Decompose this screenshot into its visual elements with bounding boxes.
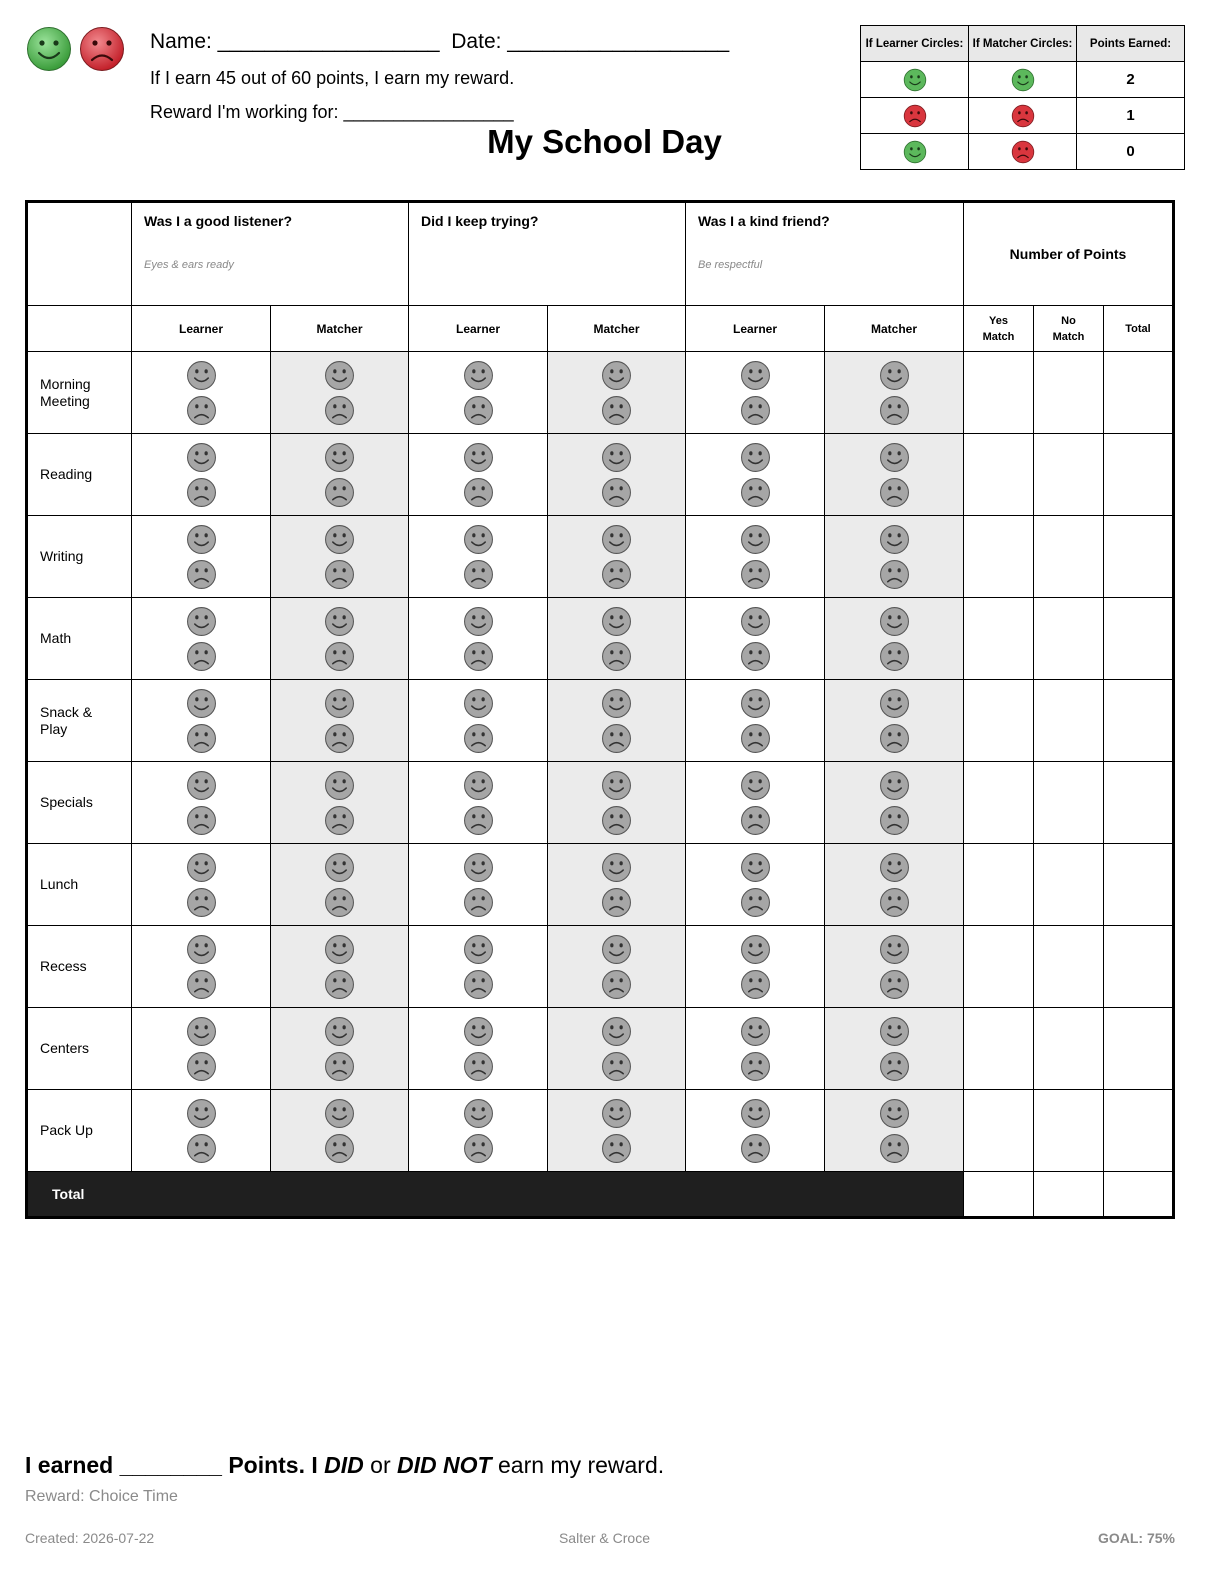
frown-face-icon[interactable] [601,477,632,508]
frown-face-icon[interactable] [463,395,494,426]
behavior-chart [25,200,1175,1219]
total-cell[interactable] [1104,1090,1174,1172]
smile-face-icon [1011,68,1035,92]
legend-matcher-cell [969,62,1077,98]
total-cell[interactable] [1104,598,1174,680]
smile-face-icon[interactable] [186,688,217,719]
matcher-header: Matcher [825,306,964,352]
frown-face-icon[interactable] [324,641,355,672]
smile-face-icon[interactable] [463,1098,494,1129]
frown-face-icon[interactable] [601,1051,632,1082]
smile-face-icon[interactable] [740,852,771,883]
matcher-rating-cell [825,434,964,516]
no-match-cell[interactable] [1034,434,1104,516]
frown-face-icon[interactable] [324,559,355,590]
period-label: Morning Meeting [27,352,132,434]
period-row [27,762,1174,844]
no-match-cell[interactable] [1034,516,1104,598]
frown-face-icon [1011,104,1035,128]
no-match-cell[interactable] [1034,926,1104,1008]
frown-face-icon[interactable] [186,477,217,508]
frown-face-icon[interactable] [324,887,355,918]
frown-face-icon[interactable] [879,723,910,754]
period-row [27,1090,1174,1172]
legend-learner-cell [861,134,969,170]
yes-match-cell[interactable] [964,1090,1034,1172]
frown-face-icon[interactable] [463,887,494,918]
matcher-rating-cell [271,680,409,762]
frown-face-icon[interactable] [324,805,355,836]
smile-face-icon[interactable] [879,852,910,883]
smile-face-icon[interactable] [324,1098,355,1129]
frown-face-icon[interactable] [879,1051,910,1082]
matcher-rating-cell [271,844,409,926]
smile-face-icon[interactable] [324,934,355,965]
legend-learner-cell [861,98,969,134]
matcher-rating-cell [271,1008,409,1090]
earned-statement: I earned ________ Points. I DID or DID NOT earn my reward. [25,1452,665,1478]
smile-face-icon[interactable] [186,606,217,637]
question-subtitle: Eyes & ears ready [144,259,234,271]
smile-face-icon[interactable] [879,934,910,965]
matcher-rating-cell [825,926,964,1008]
learner-rating-cell [686,1008,825,1090]
learner-rating-cell [409,352,548,434]
smile-face-icon[interactable] [740,934,771,965]
frown-face-icon[interactable] [463,559,494,590]
smile-face-icon[interactable] [879,442,910,473]
matcher-rating-cell [548,516,686,598]
smile-face-icon[interactable] [879,524,910,555]
smile-face-icon[interactable] [324,688,355,719]
smile-face-icon[interactable] [324,1016,355,1047]
frown-face-icon[interactable] [186,887,217,918]
frown-face-icon[interactable] [879,805,910,836]
frown-face-icon[interactable] [740,969,771,1000]
frown-face-icon [903,104,927,128]
frown-face-icon[interactable] [324,969,355,1000]
matcher-rating-cell [825,1090,964,1172]
number-of-points-header: Number of Points [964,202,1174,306]
no-match-cell[interactable] [1034,598,1104,680]
frown-face-icon[interactable] [601,887,632,918]
frown-face-icon[interactable] [879,1133,910,1164]
frown-face-icon[interactable] [601,559,632,590]
frown-face-icon[interactable] [601,395,632,426]
question-title: Was I a good listener? [144,213,293,229]
matcher-header: Matcher [548,306,686,352]
smile-face-icon[interactable] [463,1016,494,1047]
learner-rating-cell [686,434,825,516]
frown-face-icon[interactable] [879,641,910,672]
frown-face-icon[interactable] [740,395,771,426]
smile-face-icon[interactable] [879,360,910,391]
learner-rating-cell [409,680,548,762]
smile-face-icon[interactable] [186,770,217,801]
learner-rating-cell [132,1090,271,1172]
frown-face-icon[interactable] [186,805,217,836]
did-not-option[interactable]: DID NOT [397,1452,492,1478]
frown-face-icon [1011,140,1035,164]
smile-face-icon[interactable] [740,688,771,719]
total-yes-match-cell[interactable] [964,1172,1034,1218]
learner-rating-cell [686,516,825,598]
matcher-rating-cell [548,762,686,844]
smile-face-icon[interactable] [463,606,494,637]
period-row [27,352,1174,434]
learner-header: Learner [409,306,548,352]
green-smile-icon [26,26,72,72]
matcher-rating-cell [825,598,964,680]
matcher-rating-cell [548,598,686,680]
smile-face-icon[interactable] [463,360,494,391]
smile-face-icon[interactable] [324,606,355,637]
matcher-rating-cell [825,844,964,926]
smile-face-icon[interactable] [324,360,355,391]
frown-face-icon[interactable] [601,723,632,754]
learner-rating-cell [686,352,825,434]
matcher-rating-cell [271,762,409,844]
learner-rating-cell [409,844,548,926]
matcher-rating-cell [271,926,409,1008]
total-cell[interactable] [1104,926,1174,1008]
learner-rating-cell [409,1090,548,1172]
smile-face-icon[interactable] [740,606,771,637]
smile-face-icon[interactable] [324,852,355,883]
matcher-header: Matcher [271,306,409,352]
frown-face-icon[interactable] [324,1133,355,1164]
smile-face-icon [903,68,927,92]
legend-points: 2 [1077,62,1185,98]
smile-face-icon[interactable] [186,934,217,965]
smile-face-icon[interactable] [740,442,771,473]
frown-face-icon[interactable] [324,723,355,754]
smile-face-icon[interactable] [601,1098,632,1129]
frown-face-icon[interactable] [463,969,494,1000]
period-label: Lunch [27,844,132,926]
frown-face-icon[interactable] [601,805,632,836]
smile-face-icon[interactable] [879,606,910,637]
smile-face-icon[interactable] [186,1098,217,1129]
matcher-rating-cell [825,762,964,844]
legend-points: 1 [1077,98,1185,134]
period-row [27,434,1174,516]
learner-rating-cell [132,762,271,844]
total-cell[interactable] [1104,762,1174,844]
smile-face-icon[interactable] [324,442,355,473]
yes-match-cell[interactable] [964,844,1034,926]
learner-rating-cell [686,926,825,1008]
yes-match-cell[interactable] [964,926,1034,1008]
smile-face-icon [903,140,927,164]
learner-rating-cell [132,680,271,762]
period-row [27,598,1174,680]
legend-row [861,62,1185,98]
frown-face-icon[interactable] [463,641,494,672]
matcher-rating-cell [548,680,686,762]
page-title: My School Day [487,123,722,160]
smile-face-icon[interactable] [601,360,632,391]
matcher-rating-cell [271,516,409,598]
legend-learner-cell [861,62,969,98]
frown-face-icon[interactable] [186,1133,217,1164]
goal-line: If I earn 45 out of 60 points, I earn my reward. [150,68,515,88]
matcher-rating-cell [548,352,686,434]
learner-rating-cell [132,926,271,1008]
smile-face-icon[interactable] [463,934,494,965]
period-row [27,926,1174,1008]
name-date-line [150,30,729,54]
smile-face-icon[interactable] [186,1016,217,1047]
learner-rating-cell [409,762,548,844]
total-cell[interactable] [1104,516,1174,598]
frown-face-icon[interactable] [601,1133,632,1164]
smile-face-icon[interactable] [601,852,632,883]
matcher-rating-cell [548,1090,686,1172]
learner-rating-cell [409,1008,548,1090]
smile-face-icon[interactable] [463,770,494,801]
smile-face-icon[interactable] [740,524,771,555]
period-label: Snack & Play [27,680,132,762]
smile-face-icon[interactable] [601,770,632,801]
smile-face-icon[interactable] [601,524,632,555]
frown-face-icon[interactable] [879,395,910,426]
matcher-rating-cell [825,680,964,762]
frown-face-icon[interactable] [740,477,771,508]
frown-face-icon[interactable] [740,1133,771,1164]
matcher-rating-cell [548,434,686,516]
no-match-cell[interactable] [1034,762,1104,844]
total-no-match-cell[interactable] [1034,1172,1104,1218]
question-title: Was I a kind friend? [698,213,830,229]
smile-face-icon[interactable] [601,934,632,965]
learner-rating-cell [686,1090,825,1172]
frown-face-icon[interactable] [879,969,910,1000]
question-subtitle: Be respectful [698,259,763,271]
yes-match-cell[interactable] [964,1008,1034,1090]
yes-match-header: Yes Match [964,306,1034,352]
smile-face-icon[interactable] [324,524,355,555]
learner-rating-cell [686,762,825,844]
smile-face-icon[interactable] [601,442,632,473]
yes-match-cell[interactable] [964,680,1034,762]
frown-face-icon[interactable] [324,1051,355,1082]
did-option[interactable]: DID [324,1452,364,1478]
frown-face-icon[interactable] [601,641,632,672]
matcher-rating-cell [825,1008,964,1090]
smile-face-icon[interactable] [740,770,771,801]
corner-cell [27,306,132,352]
authors: Salter & Croce [558,1530,651,1546]
frown-face-icon[interactable] [740,559,771,590]
yes-match-cell[interactable] [964,598,1034,680]
frown-face-icon[interactable] [601,969,632,1000]
period-label: Recess [27,926,132,1008]
learner-rating-cell [409,434,548,516]
legend-header-learner: If Learner Circles: [861,26,969,62]
no-match-header: No Match [1034,306,1104,352]
smile-face-icon[interactable] [879,770,910,801]
learner-rating-cell [409,598,548,680]
yes-match-cell[interactable] [964,762,1034,844]
frown-face-icon[interactable] [879,477,910,508]
corner-cell [27,202,132,306]
frown-face-icon[interactable] [740,887,771,918]
total-label: Total [27,1172,964,1218]
learner-rating-cell [686,598,825,680]
points-legend [860,25,1185,170]
red-frown-icon [79,26,125,72]
reward-note: Reward: Choice Time [25,1488,178,1505]
learner-rating-cell [686,844,825,926]
matcher-rating-cell [271,434,409,516]
yes-match-cell[interactable] [964,516,1034,598]
frown-face-icon[interactable] [740,723,771,754]
reward-line[interactable]: Reward I'm working for: _________________ [150,102,514,122]
question-title: Did I keep trying? [421,213,539,229]
legend-header-points: Points Earned: [1077,26,1185,62]
frown-face-icon[interactable] [879,559,910,590]
no-match-cell[interactable] [1034,680,1104,762]
total-points-cell[interactable] [1104,1172,1174,1218]
period-label: Reading [27,434,132,516]
frown-face-icon[interactable] [463,477,494,508]
legend-matcher-cell [969,98,1077,134]
frown-face-icon[interactable] [879,887,910,918]
created-date: Created: 2026-07-22 [25,1530,155,1546]
frown-face-icon[interactable] [463,1051,494,1082]
smile-face-icon[interactable] [324,770,355,801]
frown-face-icon[interactable] [186,395,217,426]
frown-face-icon[interactable] [324,477,355,508]
legend-points: 0 [1077,134,1185,170]
goal-percent: GOAL: 75% [1097,1530,1175,1546]
matcher-rating-cell [271,598,409,680]
total-cell[interactable] [1104,680,1174,762]
learner-header: Learner [132,306,271,352]
frown-face-icon[interactable] [740,641,771,672]
date-field[interactable]: Date: ___________________ [451,30,730,53]
frown-face-icon[interactable] [463,805,494,836]
smile-face-icon[interactable] [740,360,771,391]
smile-face-icon[interactable] [601,688,632,719]
legend-row [861,134,1185,170]
smile-face-icon[interactable] [740,1016,771,1047]
yes-match-cell[interactable] [964,434,1034,516]
frown-face-icon[interactable] [186,723,217,754]
matcher-rating-cell [548,1008,686,1090]
learner-header: Learner [686,306,825,352]
smile-face-icon[interactable] [879,688,910,719]
smile-face-icon[interactable] [879,1098,910,1129]
legend-matcher-cell [969,134,1077,170]
learner-rating-cell [686,680,825,762]
period-row [27,1008,1174,1090]
period-label: Pack Up [27,1090,132,1172]
yes-match-cell[interactable] [964,352,1034,434]
matcher-rating-cell [548,844,686,926]
smile-face-icon[interactable] [601,1016,632,1047]
frown-face-icon[interactable] [186,1051,217,1082]
question-friend [686,202,964,306]
frown-face-icon[interactable] [463,723,494,754]
smile-face-icon[interactable] [186,852,217,883]
question-trying [409,202,686,306]
smile-face-icon[interactable] [463,524,494,555]
period-label: Centers [27,1008,132,1090]
total-cell[interactable] [1104,1008,1174,1090]
total-cell[interactable] [1104,352,1174,434]
learner-rating-cell [132,352,271,434]
learner-rating-cell [132,516,271,598]
frown-face-icon[interactable] [186,641,217,672]
frown-face-icon[interactable] [740,1051,771,1082]
learner-rating-cell [132,434,271,516]
frown-face-icon[interactable] [186,559,217,590]
learner-rating-cell [409,516,548,598]
period-row [27,516,1174,598]
matcher-rating-cell [271,1090,409,1172]
question-listener [132,202,409,306]
smile-face-icon[interactable] [186,524,217,555]
period-row [27,844,1174,926]
legend-row [861,98,1185,134]
smile-face-icon[interactable] [186,442,217,473]
smile-face-icon[interactable] [463,688,494,719]
frown-face-icon[interactable] [324,395,355,426]
matcher-rating-cell [825,352,964,434]
no-match-cell[interactable] [1034,1008,1104,1090]
frown-face-icon[interactable] [463,1133,494,1164]
learner-rating-cell [409,926,548,1008]
total-header: Total [1104,306,1174,352]
no-match-cell[interactable] [1034,1090,1104,1172]
matcher-rating-cell [271,352,409,434]
total-cell[interactable] [1104,844,1174,926]
period-label: Specials [27,762,132,844]
total-cell[interactable] [1104,434,1174,516]
smile-face-icon[interactable] [740,1098,771,1129]
smile-face-icon[interactable] [186,360,217,391]
smile-face-icon[interactable] [879,1016,910,1047]
smile-face-icon[interactable] [463,442,494,473]
frown-face-icon[interactable] [186,969,217,1000]
no-match-cell[interactable] [1034,352,1104,434]
period-label: Math [27,598,132,680]
period-label: Writing [27,516,132,598]
matcher-rating-cell [548,926,686,1008]
smile-face-icon[interactable] [601,606,632,637]
learner-rating-cell [132,598,271,680]
legend-header-matcher: If Matcher Circles: [969,26,1077,62]
no-match-cell[interactable] [1034,844,1104,926]
frown-face-icon[interactable] [740,805,771,836]
smile-face-icon[interactable] [463,852,494,883]
matcher-rating-cell [825,516,964,598]
name-field[interactable]: Name: ___________________ [150,30,440,53]
learner-rating-cell [132,844,271,926]
learner-rating-cell [132,1008,271,1090]
period-row [27,680,1174,762]
